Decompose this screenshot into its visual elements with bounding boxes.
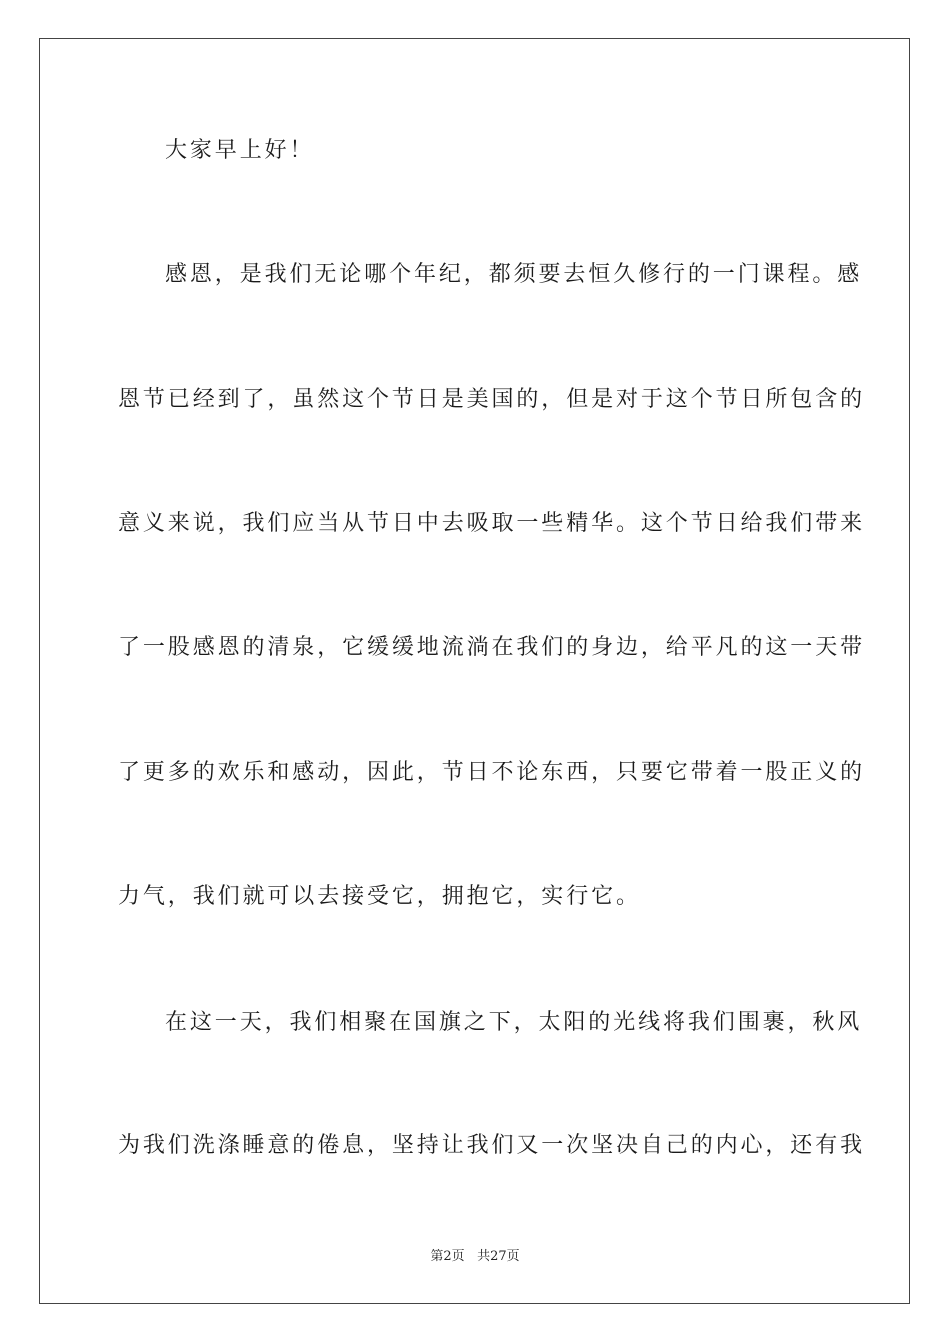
paragraph-line: 力气，我们就可以去接受它，拥抱它，实行它。 — [118, 884, 641, 909]
paragraph-line: 了更多的欢乐和感动，因此，节日不论东西，只要它带着一股正义的 — [118, 760, 866, 785]
page-frame — [39, 38, 910, 1304]
paragraph-line: 为我们洗涤睡意的倦息，坚持让我们又一次坚决自己的内心，还有我 — [118, 1133, 866, 1158]
paragraph-line: 在这一天，我们相聚在国旗之下，太阳的光线将我们围裹，秋风 — [165, 1010, 863, 1035]
page-footer — [0, 1248, 950, 1266]
paragraph-line: 了一股感恩的清泉，它缓缓地流淌在我们的身边，给平凡的这一天带 — [118, 635, 866, 660]
paragraph-line: 意义来说，我们应当从节日中去吸取一些精华。这个节日给我们带来 — [118, 511, 866, 536]
page-number: 第2页 — [430, 1249, 465, 1264]
paragraph-line: 恩节已经到了，虽然这个节日是美国的，但是对于这个节日所包含的 — [118, 387, 866, 412]
paragraph-line: 感恩，是我们无论哪个年纪，都须要去恒久修行的一门课程。感 — [165, 262, 863, 287]
greeting-line: 大家早上好！ — [165, 138, 315, 163]
page-total: 共27页 — [477, 1249, 520, 1264]
